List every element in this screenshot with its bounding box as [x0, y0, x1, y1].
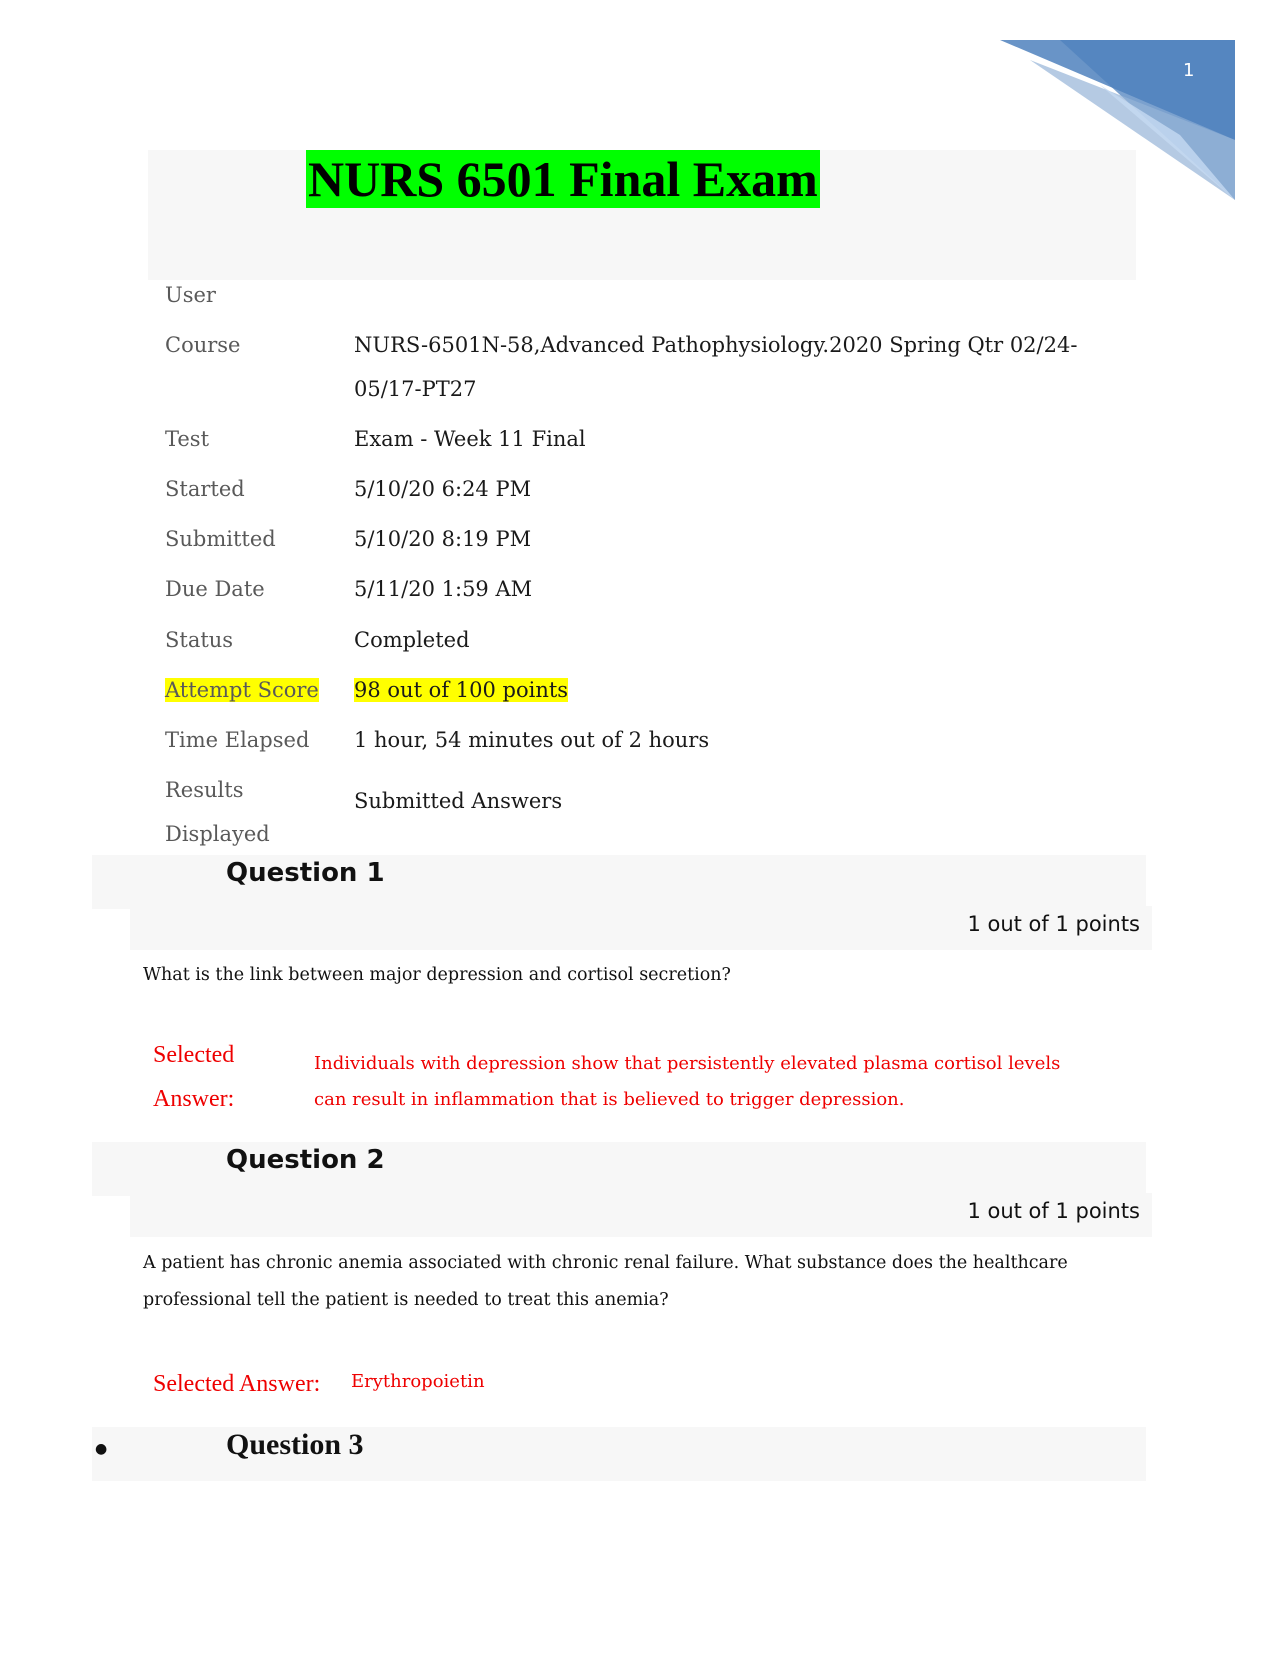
submitted-label: Submitted — [165, 527, 276, 551]
attempt-score-label-text: Attempt Score — [165, 678, 319, 702]
question-1-points: 1 out of 1 points — [967, 912, 1140, 936]
question-2-text-line2: professional tell the patient is needed to treat this anemia? — [143, 1290, 669, 1310]
bullet-icon: ● — [95, 1441, 108, 1457]
user-label: User — [165, 283, 216, 307]
course-value-line2: 05/17-PT27 — [354, 377, 477, 401]
started-label: Started — [165, 477, 245, 501]
question-1-answer-line2: can result in inflammation that is believed to trigger depression. — [314, 1089, 905, 1110]
attempt-score-value-text: 98 out of 100 points — [354, 678, 569, 702]
attempt-score-value — [354, 678, 568, 702]
due-date-value: 5/11/20 1:59 AM — [354, 577, 533, 601]
attempt-score-label — [165, 678, 319, 702]
course-label: Course — [165, 333, 241, 357]
time-elapsed-label: Time Elapsed — [165, 728, 310, 752]
started-value: 5/10/20 6:24 PM — [354, 477, 532, 501]
course-value-line1: NURS-6501N-58,Advanced Pathophysiology.2020 Spring Qtr 02/24- — [354, 333, 1078, 357]
due-date-label: Due Date — [165, 577, 265, 601]
question-1-selected-label-line2: Answer: — [153, 1086, 235, 1112]
test-value: Exam - Week 11 Final — [354, 427, 586, 451]
question-1-title: Question 1 — [226, 858, 385, 888]
question-2-text-line1: A patient has chronic anemia associated with chronic renal failure. What substance does the healthcare — [143, 1253, 1068, 1273]
results-displayed-label-line1: Results — [165, 778, 244, 802]
page-title: NURS 6501 Final Exam — [308, 151, 818, 207]
question-1-answer-line1: Individuals with depression show that persistently elevated plasma cortisol levels — [314, 1053, 1061, 1074]
test-label: Test — [165, 427, 210, 451]
submitted-value: 5/10/20 8:19 PM — [354, 527, 532, 551]
page-number: 1 — [1183, 60, 1195, 81]
question-2-answer: Erythropoietin — [351, 1371, 485, 1392]
question-2-points: 1 out of 1 points — [967, 1199, 1140, 1223]
question-2-selected-label: Selected Answer: — [153, 1371, 321, 1397]
question-3-title: Question 3 — [226, 1428, 364, 1461]
time-elapsed-value: 1 hour, 54 minutes out of 2 hours — [354, 728, 710, 752]
results-displayed-label-line2: Displayed — [165, 822, 270, 846]
question-1-text: What is the link between major depression and cortisol secretion? — [143, 965, 731, 985]
question-2-title: Question 2 — [226, 1145, 385, 1175]
status-label: Status — [165, 628, 234, 652]
status-value: Completed — [354, 628, 470, 652]
question-1-selected-label-line1: Selected — [153, 1042, 235, 1068]
results-displayed-value: Submitted Answers — [354, 789, 563, 813]
